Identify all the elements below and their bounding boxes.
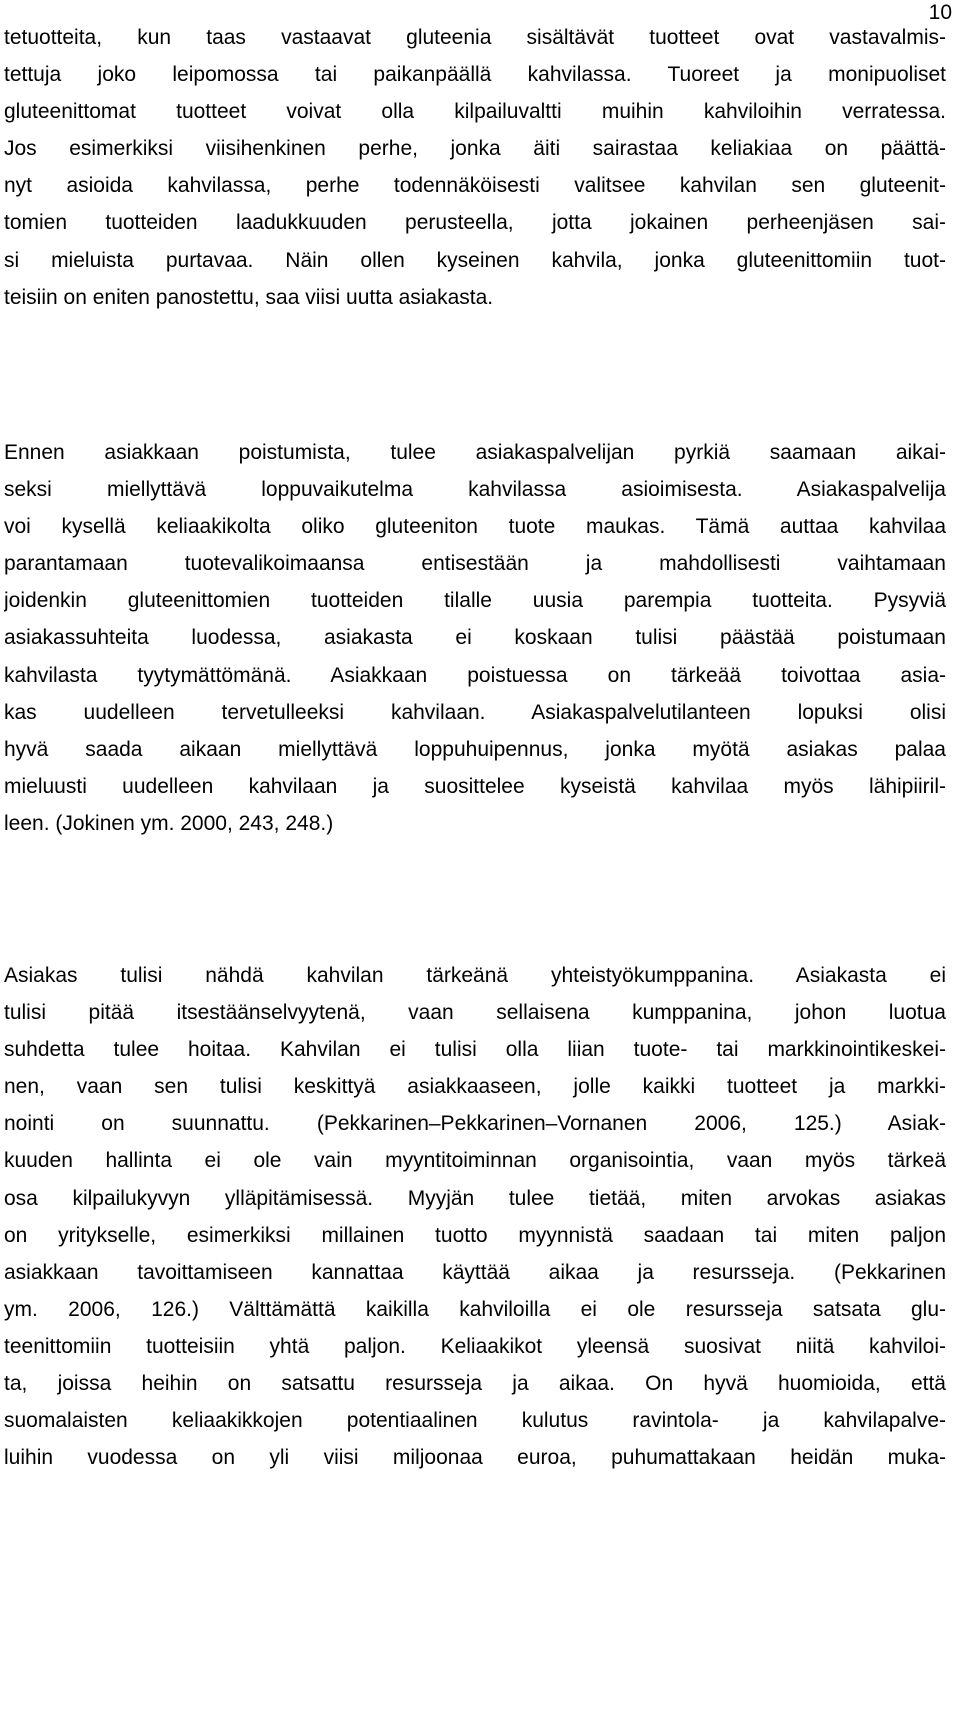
paragraph-2 [4,434,946,842]
text-line: nen, vaan sen tulisi keskittyä asiakkaaseen, jolle kaikki tuotteet ja markki- [4,1075,946,1099]
text-line: tetuotteita, kun taas vastaavat gluteenia sisältävät tuotteet ovat vastavalmis- [4,26,946,49]
text-line: mieluusti uudelleen kahvilaan ja suosittelee kyseistä kahvilaa myös lähipiiril- [4,774,946,798]
text-line: parantamaan tuotevalikoimaansa entisestään ja mahdollisesti vaihtamaan [4,552,946,576]
paragraph-1 [4,19,946,316]
text-line: leen. (Jokinen ym. 2000, 243, 248.) [4,811,334,835]
text-line: joidenkin gluteenittomien tuotteiden tilalle uusia parempia tuotteita. Pysyviä [4,589,946,613]
paragraph-3 [4,957,946,1476]
text-line: kas uudelleen tervetulleeksi kahvilaan. Asiakaspalvelutilanteen lopuksi olisi [4,700,946,724]
text-line: asiakassuhteita luodessa, asiakasta ei koskaan tulisi päästää poistumaan [4,626,946,650]
text-line: osa kilpailukyvyn ylläpitämisessä. Myyjän tulee tietää, miten arvokas asiakas [4,1186,946,1210]
text-line: tomien tuotteiden laadukkuuden perusteella, jotta jokainen perheenjäsen sai- [4,211,946,235]
text-line: teisiin on eniten panostettu, saa viisi uutta asiakasta. [4,285,494,309]
text-line: tulisi pitää itsestäänselvyytenä, vaan sellaisena kumppanina, johon luotua [4,1001,946,1025]
text-line: nyt asioida kahvilassa, perhe todennäköisesti valitsee kahvilan sen gluteenit- [4,174,946,198]
text-line: voi kysellä keliaakikolta oliko gluteeniton tuote maukas. Tämä auttaa kahvilaa [4,515,946,539]
text-line: kahvilasta tyytymättömänä. Asiakkaan poistuessa on tärkeää toivottaa asia- [4,663,946,687]
text-line: Asiakas tulisi nähdä kahvilan tärkeänä yhteistyökumppanina. Asiakasta ei [4,964,946,987]
text-line: ym. 2006, 126.) Välttämättä kaikilla kahviloilla ei ole resursseja satsata glu- [4,1297,946,1321]
text-line: nointi on suunnattu. (Pekkarinen–Pekkarinen–Vornanen 2006, 125.) Asiak- [4,1112,946,1136]
text-line: suomalaisten keliaakikkojen potentiaalinen kulutus ravintola- ja kahvilapalve- [4,1409,946,1433]
text-line: suhdetta tulee hoitaa. Kahvilan ei tulisi olla liian tuote- tai markkinointikeskei- [4,1038,946,1062]
text-line: Jos esimerkiksi viisihenkinen perhe, jonka äiti sairastaa keliakiaa on päättä- [4,137,946,161]
text-line: gluteenittomat tuotteet voivat olla kilpailuvaltti muihin kahviloihin verratessa. [4,100,946,124]
text-line: on yritykselle, esimerkiksi millainen tuotto myynnistä saadaan tai miten paljon [4,1223,946,1247]
text-line: luihin vuodessa on yli viisi miljoonaa euroa, puhumattakaan heidän muka- [4,1446,946,1470]
text-line: seksi miellyttävä loppuvaikutelma kahvilassa asioimisesta. Asiakaspalvelija [4,478,946,502]
text-line: kuuden hallinta ei ole vain myyntitoiminnan organisointia, vaan myös tärkeä [4,1149,946,1173]
text-line: asiakkaan tavoittamiseen kannattaa käyttää aikaa ja resursseja. (Pekkarinen [4,1260,946,1284]
text-line: ta, joissa heihin on satsattu resursseja ja aikaa. On hyvä huomioida, että [4,1372,946,1396]
text-line: Ennen asiakkaan poistumista, tulee asiakaspalvelijan pyrkiä saamaan aikai- [4,441,946,464]
text-line: tettuja joko leipomossa tai paikanpäällä kahvilassa. Tuoreet ja monipuoliset [4,63,946,87]
text-line: hyvä saada aikaan miellyttävä loppuhuipennus, jonka myötä asiakas palaa [4,737,946,761]
page-number: 10 [928,1,952,24]
text-line: si mieluista purtavaa. Näin ollen kyseinen kahvila, jonka gluteenittomiin tuot- [4,248,946,272]
text-line: teenittomiin tuotteisiin yhtä paljon. Keliaakikot yleensä suosivat niitä kahviloi- [4,1334,946,1358]
